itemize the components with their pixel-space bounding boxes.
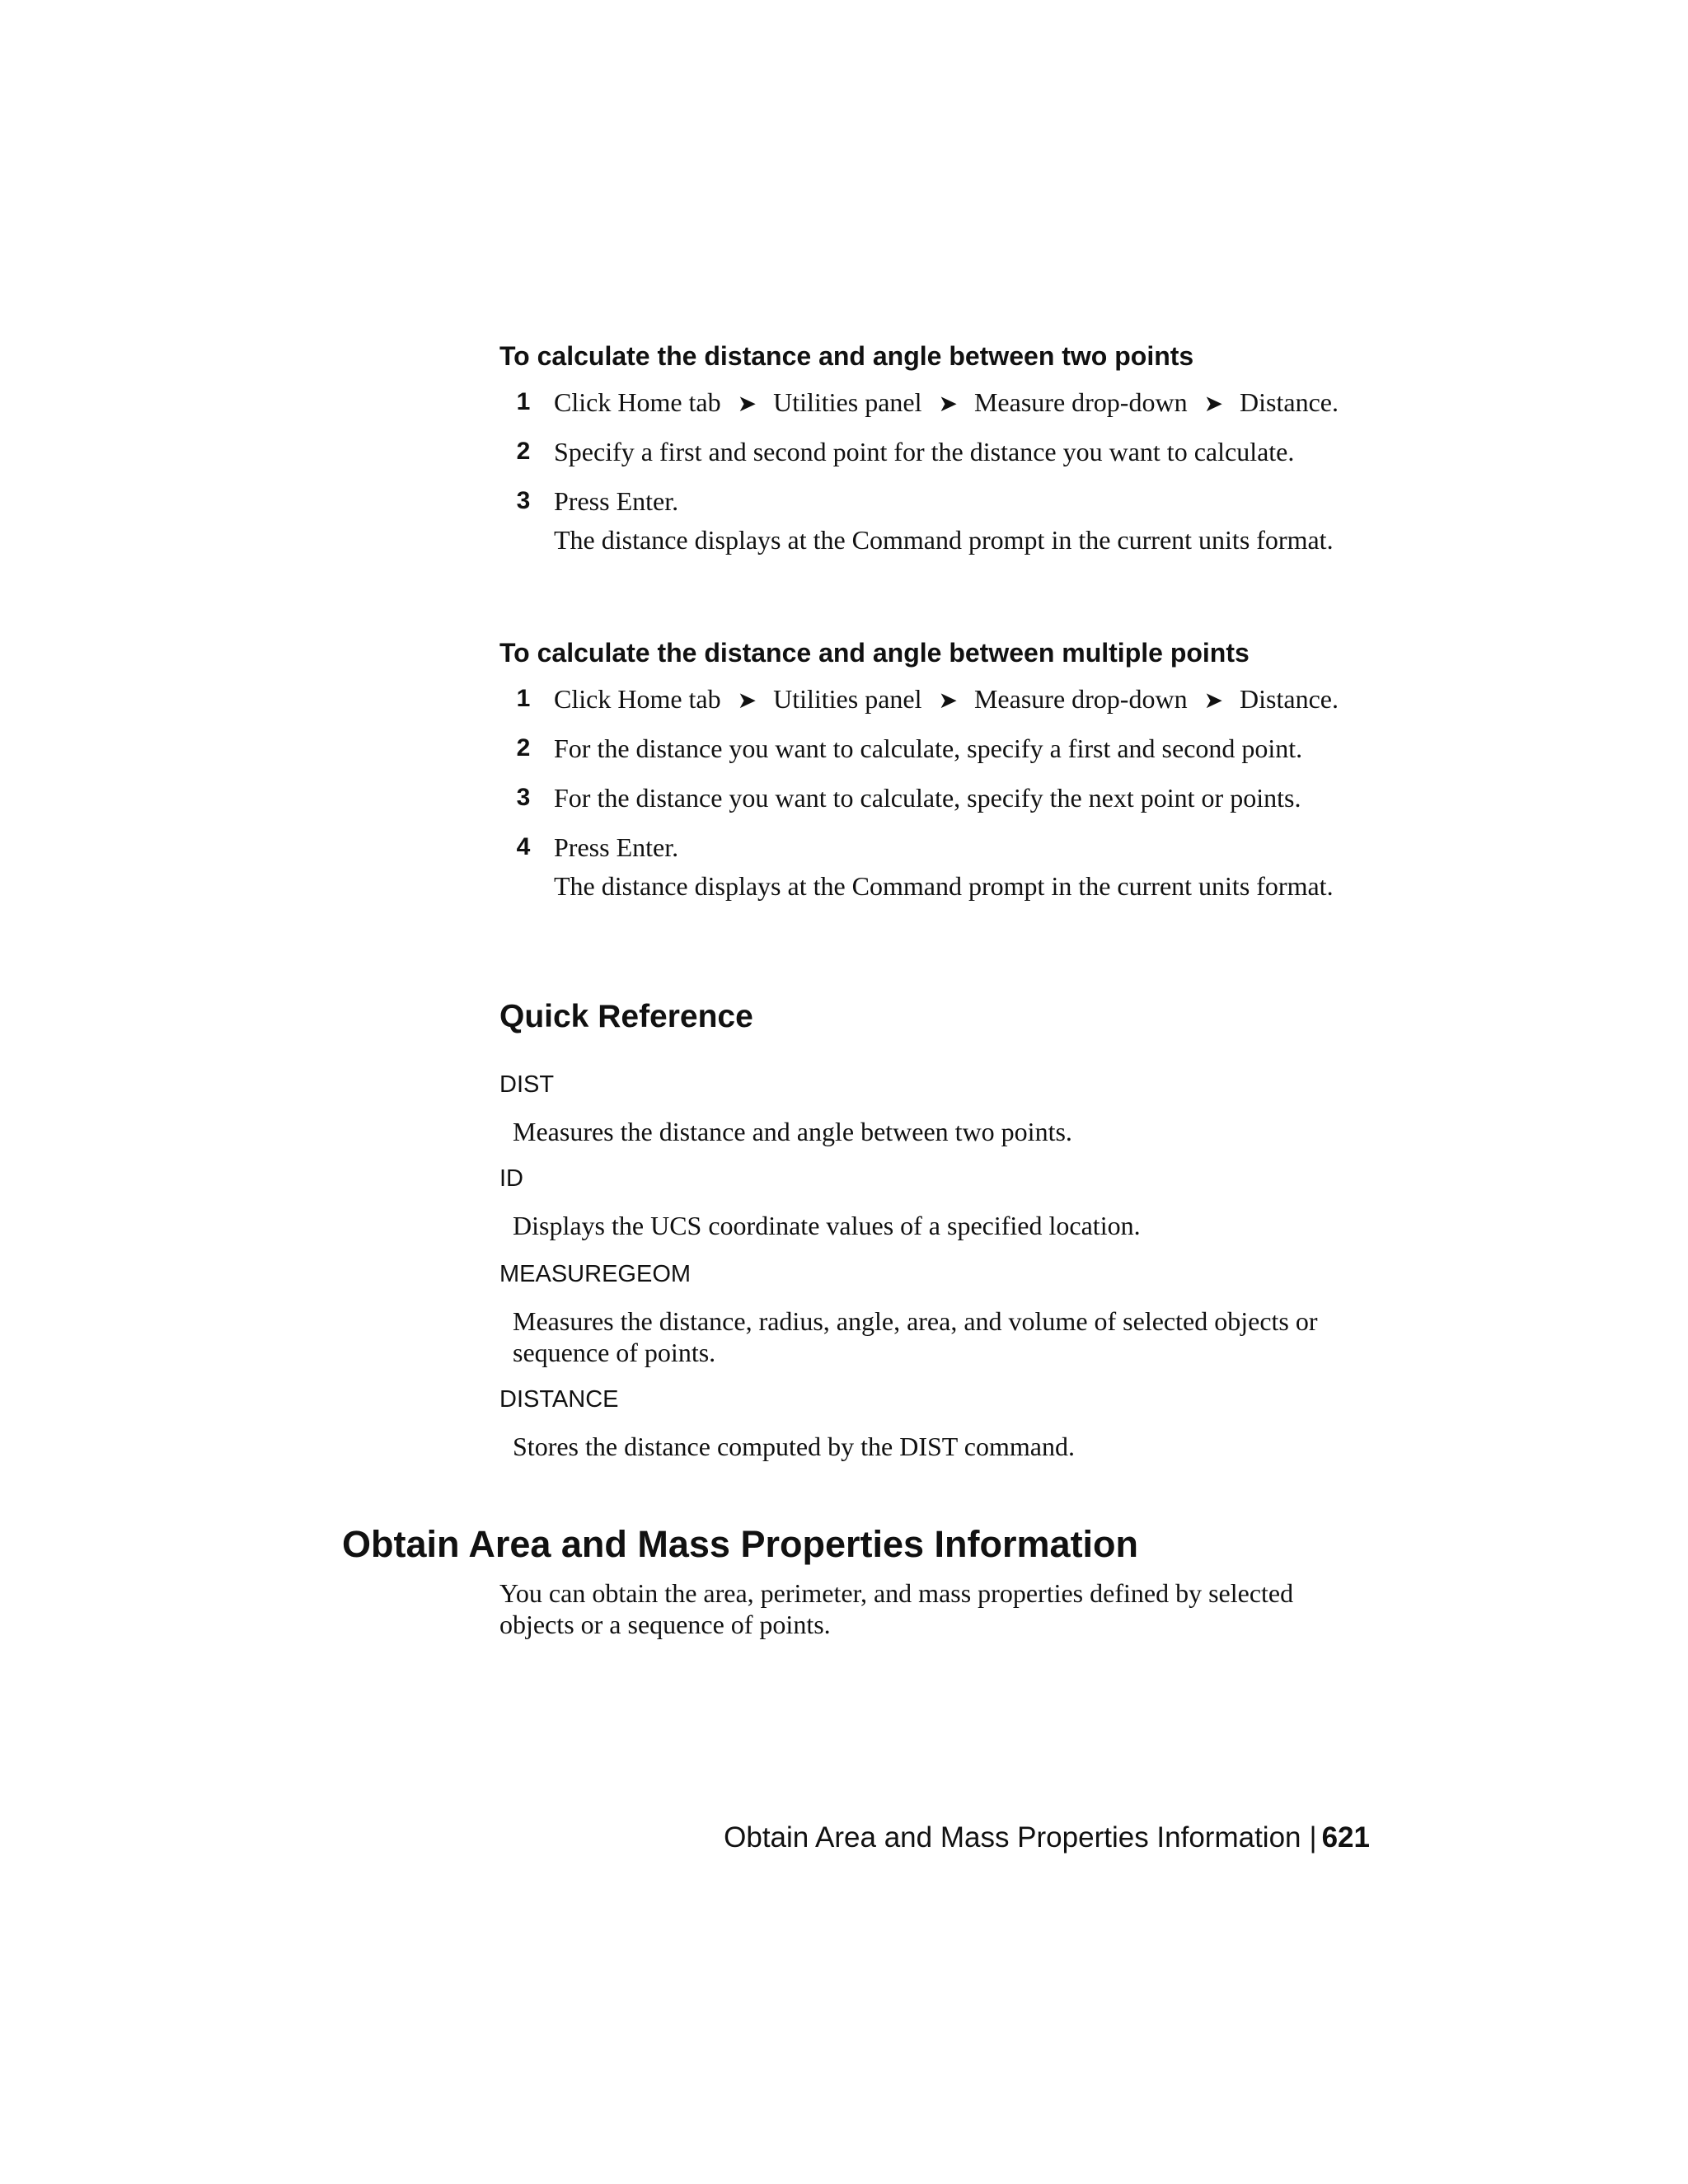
step-number: 1 bbox=[516, 388, 531, 415]
step-result: The distance displays at the Command prompt in the current units format. bbox=[554, 525, 1334, 555]
quick-reference-heading: Quick Reference bbox=[499, 999, 753, 1034]
step-text: For the distance you want to calculate, specify a first and second point. bbox=[554, 733, 1303, 763]
procedure-heading: To calculate the distance and angle between multiple points bbox=[499, 638, 1250, 668]
step-number: 4 bbox=[516, 833, 531, 860]
step-number: 2 bbox=[516, 438, 531, 465]
command-description: Displays the UCS coordinate values of a specified location. bbox=[513, 1211, 1141, 1240]
section-title: Obtain Area and Mass Properties Information bbox=[342, 1523, 1139, 1565]
arrow-separator-icon: ➤ bbox=[737, 687, 757, 714]
menu-path-item: Utilities panel bbox=[773, 387, 922, 417]
step-text: Press Enter. bbox=[554, 832, 679, 862]
menu-path-item: Click Home tab bbox=[554, 387, 721, 417]
step-number: 3 bbox=[516, 784, 531, 811]
page-number: 621 bbox=[1321, 1821, 1370, 1854]
step-number: 3 bbox=[516, 487, 531, 514]
arrow-separator-icon: ➤ bbox=[1203, 390, 1224, 417]
arrow-separator-icon: ➤ bbox=[938, 687, 958, 714]
step-text bbox=[554, 386, 1339, 420]
command-description: Stores the distance computed by the DIST command. bbox=[513, 1432, 1075, 1461]
step-number: 2 bbox=[516, 734, 531, 762]
arrow-separator-icon: ➤ bbox=[737, 390, 757, 417]
menu-path-item: Measure drop-down bbox=[973, 684, 1188, 714]
command-description: Measures the distance and angle between two points. bbox=[513, 1117, 1072, 1146]
page-footer bbox=[724, 1820, 1370, 1856]
step-text: Press Enter. bbox=[554, 486, 679, 516]
footer-separator: | bbox=[1309, 1821, 1317, 1854]
step-text: Specify a first and second point for the distance you want to calculate. bbox=[554, 437, 1295, 466]
step-result: The distance displays at the Command prompt in the current units format. bbox=[554, 871, 1334, 901]
menu-path-item: Click Home tab bbox=[554, 684, 721, 714]
step-text: For the distance you want to calculate, specify the next point or points. bbox=[554, 783, 1301, 813]
system-variable-distance: DISTANCE bbox=[499, 1386, 619, 1413]
command-term-measuregeom: MEASUREGEOM bbox=[499, 1261, 692, 1287]
command-term-id: ID bbox=[499, 1165, 523, 1192]
step-text bbox=[554, 682, 1339, 717]
procedure-heading: To calculate the distance and angle between two points bbox=[499, 341, 1194, 371]
step-number: 1 bbox=[516, 685, 531, 712]
menu-path-item: Distance. bbox=[1240, 684, 1339, 714]
command-term-dist: DIST bbox=[499, 1071, 555, 1098]
section-intro: You can obtain the area, perimeter, and mass properties defined by selected objects or a sequence of points. bbox=[499, 1578, 1294, 1639]
command-description: Measures the distance, radius, angle, area, and volume of selected objects or sequence of points. bbox=[513, 1306, 1318, 1367]
arrow-separator-icon: ➤ bbox=[1203, 687, 1224, 714]
menu-path-item: Distance. bbox=[1240, 387, 1339, 417]
menu-path-item: Measure drop-down bbox=[973, 387, 1188, 417]
arrow-separator-icon: ➤ bbox=[938, 390, 958, 417]
footer-title: Obtain Area and Mass Properties Information bbox=[724, 1821, 1301, 1854]
menu-path-item: Utilities panel bbox=[773, 684, 922, 714]
